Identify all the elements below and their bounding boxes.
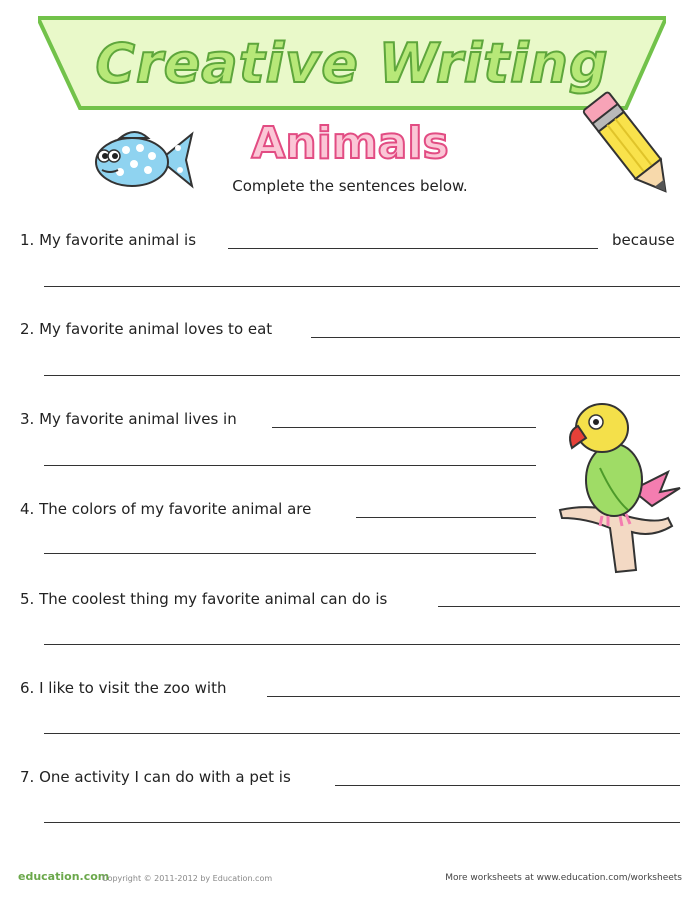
answer-line-1a[interactable] xyxy=(228,248,598,249)
prompt-1 xyxy=(20,231,196,249)
prompt-text: My favorite animal is xyxy=(39,231,197,249)
prompt-2 xyxy=(20,320,272,338)
prompt-text: One activity I can do with a pet is xyxy=(39,768,291,786)
answer-line-4b[interactable] xyxy=(44,553,536,554)
answer-line-1b[interactable] xyxy=(44,286,680,287)
education-logo[interactable]: education.com xyxy=(18,870,110,883)
prompt-number: 6. xyxy=(20,679,35,697)
prompt-number: 4. xyxy=(20,500,35,518)
prompt-number: 3. xyxy=(20,410,35,428)
answer-line-4a[interactable] xyxy=(356,517,536,518)
prompt-number: 1. xyxy=(20,231,35,249)
instructions-text: Complete the sentences below. xyxy=(232,177,468,195)
answer-line-2b[interactable] xyxy=(44,375,680,376)
answer-line-7b[interactable] xyxy=(44,822,680,823)
prompt-5 xyxy=(20,590,387,608)
prompt-text: My favorite animal loves to eat xyxy=(39,320,273,338)
prompt-4 xyxy=(20,500,311,518)
prompt-number: 5. xyxy=(20,590,35,608)
answer-line-6a[interactable] xyxy=(267,696,680,697)
worksheet-subtitle: Animals xyxy=(251,118,449,169)
prompt-text: I like to visit the zoo with xyxy=(39,679,227,697)
prompt-7 xyxy=(20,768,291,786)
prompt-3 xyxy=(20,410,237,428)
prompt-text: The coolest thing my favorite animal can do is xyxy=(39,590,388,608)
page-title: Creative Writing xyxy=(95,32,609,95)
prompt-trailing-text: because xyxy=(612,231,675,249)
more-worksheets-link[interactable]: More worksheets at www.education.com/worksheets xyxy=(445,873,682,883)
answer-line-6b[interactable] xyxy=(44,733,680,734)
prompt-text: The colors of my favorite animal are xyxy=(39,500,312,518)
prompt-number: 7. xyxy=(20,768,35,786)
answer-line-3b[interactable] xyxy=(44,465,536,466)
copyright-text: Copyright © 2011-2012 by Education.com xyxy=(102,874,273,883)
prompt-number: 2. xyxy=(20,320,35,338)
answer-line-3a[interactable] xyxy=(272,427,536,428)
answer-line-5a[interactable] xyxy=(438,606,680,607)
answer-line-2a[interactable] xyxy=(311,337,680,338)
answer-line-7a[interactable] xyxy=(335,785,680,786)
prompt-text: My favorite animal lives in xyxy=(39,410,237,428)
pencil-illustration xyxy=(570,86,690,212)
parrot-illustration xyxy=(556,398,686,576)
answer-line-5b[interactable] xyxy=(44,644,680,645)
prompt-6 xyxy=(20,679,226,697)
